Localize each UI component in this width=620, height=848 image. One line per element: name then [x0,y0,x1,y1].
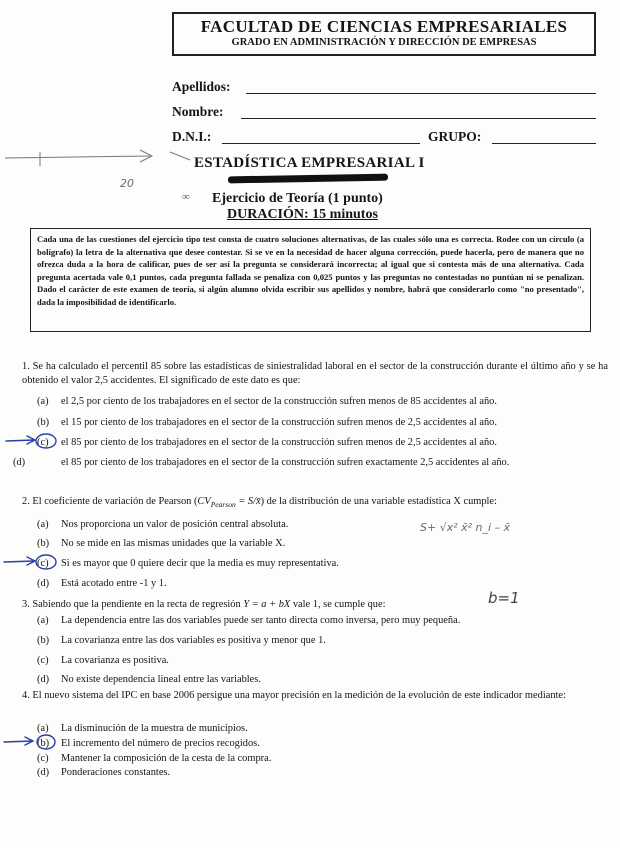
option-text: El incremento del número de precios recogidos. [61,738,260,749]
q1-option-d[interactable] [13,456,620,470]
q3-option-b[interactable] [37,634,605,648]
q1-option-c[interactable] [37,436,605,450]
option-text: Ponderaciones constantes. [61,767,171,778]
option-label: (d) [13,457,26,468]
redaction-bar [228,174,388,184]
option-label: (d) [37,767,50,778]
q3-formula: Y = a + bX [243,599,291,610]
apellidos-field[interactable] [246,93,596,94]
option-text: La dependencia entre las dos variables puede ser tanto directa como inversa, pero muy pequeña. [61,615,461,626]
option-text: La disminución de la muestra de municipios. [61,723,248,734]
q2-option-a[interactable] [37,518,605,532]
option-label: (d) [37,674,50,685]
option-text: Mantener la composición de la cesta de la compra. [61,753,272,764]
q3-text-pre: 3. Sabiendo que la pendiente en la recta de regresión [22,599,241,610]
option-text: Está acotado entre -1 y 1. [61,578,167,589]
option-text: el 2,5 por ciento de los trabajadores en el sector de la construcción sufren menos de 85 accidentes al año. [61,396,497,407]
option-label: (c) [37,558,49,569]
option-label: (d) [37,578,50,589]
q2-formula: CV [197,496,211,507]
q1-option-a[interactable] [37,395,605,409]
option-label: (c) [37,655,49,666]
q4-option-a[interactable] [37,722,605,736]
q2-text-pre: 2. El coeficiente de variación de Pearson ( [22,496,198,507]
pencil-arrow-mark [0,140,200,200]
option-label: (b) [37,417,50,428]
q2-pencil-note: S+ √x² x̄² n_i – x̄ [420,521,511,534]
option-text: Nos proporciona un valor de posición central absoluta. [61,519,289,530]
nombre-label: Nombre: [172,104,224,119]
q3-option-d[interactable] [37,673,605,687]
q2-formula-eq: = S/x̄ [238,496,261,507]
option-label: (b) [37,538,50,549]
option-label: (a) [37,396,49,407]
q3-option-a[interactable] [37,614,605,628]
option-label: (c) [37,437,49,448]
option-label: (b) [37,635,50,646]
question-2 [22,495,608,512]
duration-heading: DURACIÓN: 15 minutos [227,207,378,222]
option-text: el 85 por ciento de los trabajadores en el sector de la construcción sufren exactamente 2,5 accidentes al año. [61,457,510,468]
q4-answer-arrow [4,737,33,745]
faculty-header [172,12,596,56]
faculty-title: FACULTAD DE CIENCIAS EMPRESARIALES [200,17,568,36]
q1-answer-arrow [6,436,35,444]
q2-option-b[interactable] [37,537,605,551]
q2-answer-arrow [4,557,35,565]
q2-formula-sub: Pearson [210,500,236,510]
q3-pencil-note: b=1 [488,589,520,607]
theory-heading: Ejercicio de Teoría (1 punto) [212,191,383,206]
grupo-label: GRUPO: [428,129,482,144]
instructions-box: Cada una de las cuestiones del ejercicio tipo test consta de cuatro soluciones alternativas, de las cuales sólo una es correcta. Rodee con un círculo (a bolígrafo) la letra de la alternativa que desee contestar. Si se ve en la necesidad de hacer alguna corrección, puede hacerla, pero de manera que no ofrezca duda a la hora de calificar, pues de ser así la pregunta se considerará incorrecta; al igual que si contesta más de una alternativa. Cada pregunta acertada vale 0,1 puntos, cada pregunta fallada se penaliza con 0,025 puntos y las preguntas no contestadas no puntúan ni se penalizan. Dado el carácter de este examen de teoría, si algún alumno olvida escribir sus apellidos y nombre, habrá que considerarlo como "no presentado", dada la imposibilidad de identificarlo. [30,228,591,332]
question-1: 1. Se ha calculado el percentil 85 sobre las estadísticas de siniestralidad laboral en el sector de la construcción durante el último año y se ha obtenido el valor 2,5 accidentes. El significado de este dato es que: [22,361,608,386]
degree-title: GRADO EN ADMINISTRACIÓN Y DIRECCIÓN DE EMPRESAS [231,37,537,48]
q4-option-b[interactable] [37,737,605,751]
option-label: (a) [37,615,49,626]
question-3 [22,598,608,612]
option-text: el 85 por ciento de los trabajadores en el sector de la construcción sufren menos de 2,5 accidentes al año. [61,437,497,448]
question-4: 4. El nuevo sistema del IPC en base 2006 persigue una mayor precisión en la medición de la evolución de este indicador mediante: [22,690,566,701]
q2-text-post: ) de la distribución de una variable estadística X cumple: [260,496,497,507]
option-text: No se mide en las mismas unidades que la variable X. [61,538,286,549]
pencil-scribble-icon: ∞ [182,191,190,203]
option-label: (a) [37,723,49,734]
option-label: (a) [37,519,49,530]
margin-number: 20 [120,177,134,190]
option-text: La covarianza es positiva. [61,655,169,666]
q1-option-b[interactable] [37,416,605,430]
subject-title: ESTADÍSTICA EMPRESARIAL I [194,155,425,171]
option-label: (b) [37,738,50,749]
grupo-field[interactable] [492,143,596,144]
dni-field[interactable] [222,143,420,144]
option-label: (c) [37,753,49,764]
nombre-field[interactable] [241,118,596,119]
option-text: La covarianza entre las dos variables es positiva y menor que 1. [61,635,326,646]
option-text: Si es mayor que 0 quiere decir que la media es muy representativa. [61,558,339,569]
q2-option-c[interactable] [37,557,605,571]
q4-option-c[interactable] [37,752,605,766]
q4-option-d[interactable] [37,766,605,780]
q3-option-c[interactable] [37,654,605,668]
option-text: el 15 por ciento de los trabajadores en el sector de la construcción sufren menos de 2,5 accidentes al año. [61,417,497,428]
apellidos-label: Apellidos: [172,79,231,94]
q3-text-post: vale 1, se cumple que: [292,599,386,610]
dni-label: D.N.I.: [172,129,212,144]
option-text: No existe dependencia lineal entre las variables. [61,674,261,685]
q2-option-d[interactable] [37,577,605,591]
